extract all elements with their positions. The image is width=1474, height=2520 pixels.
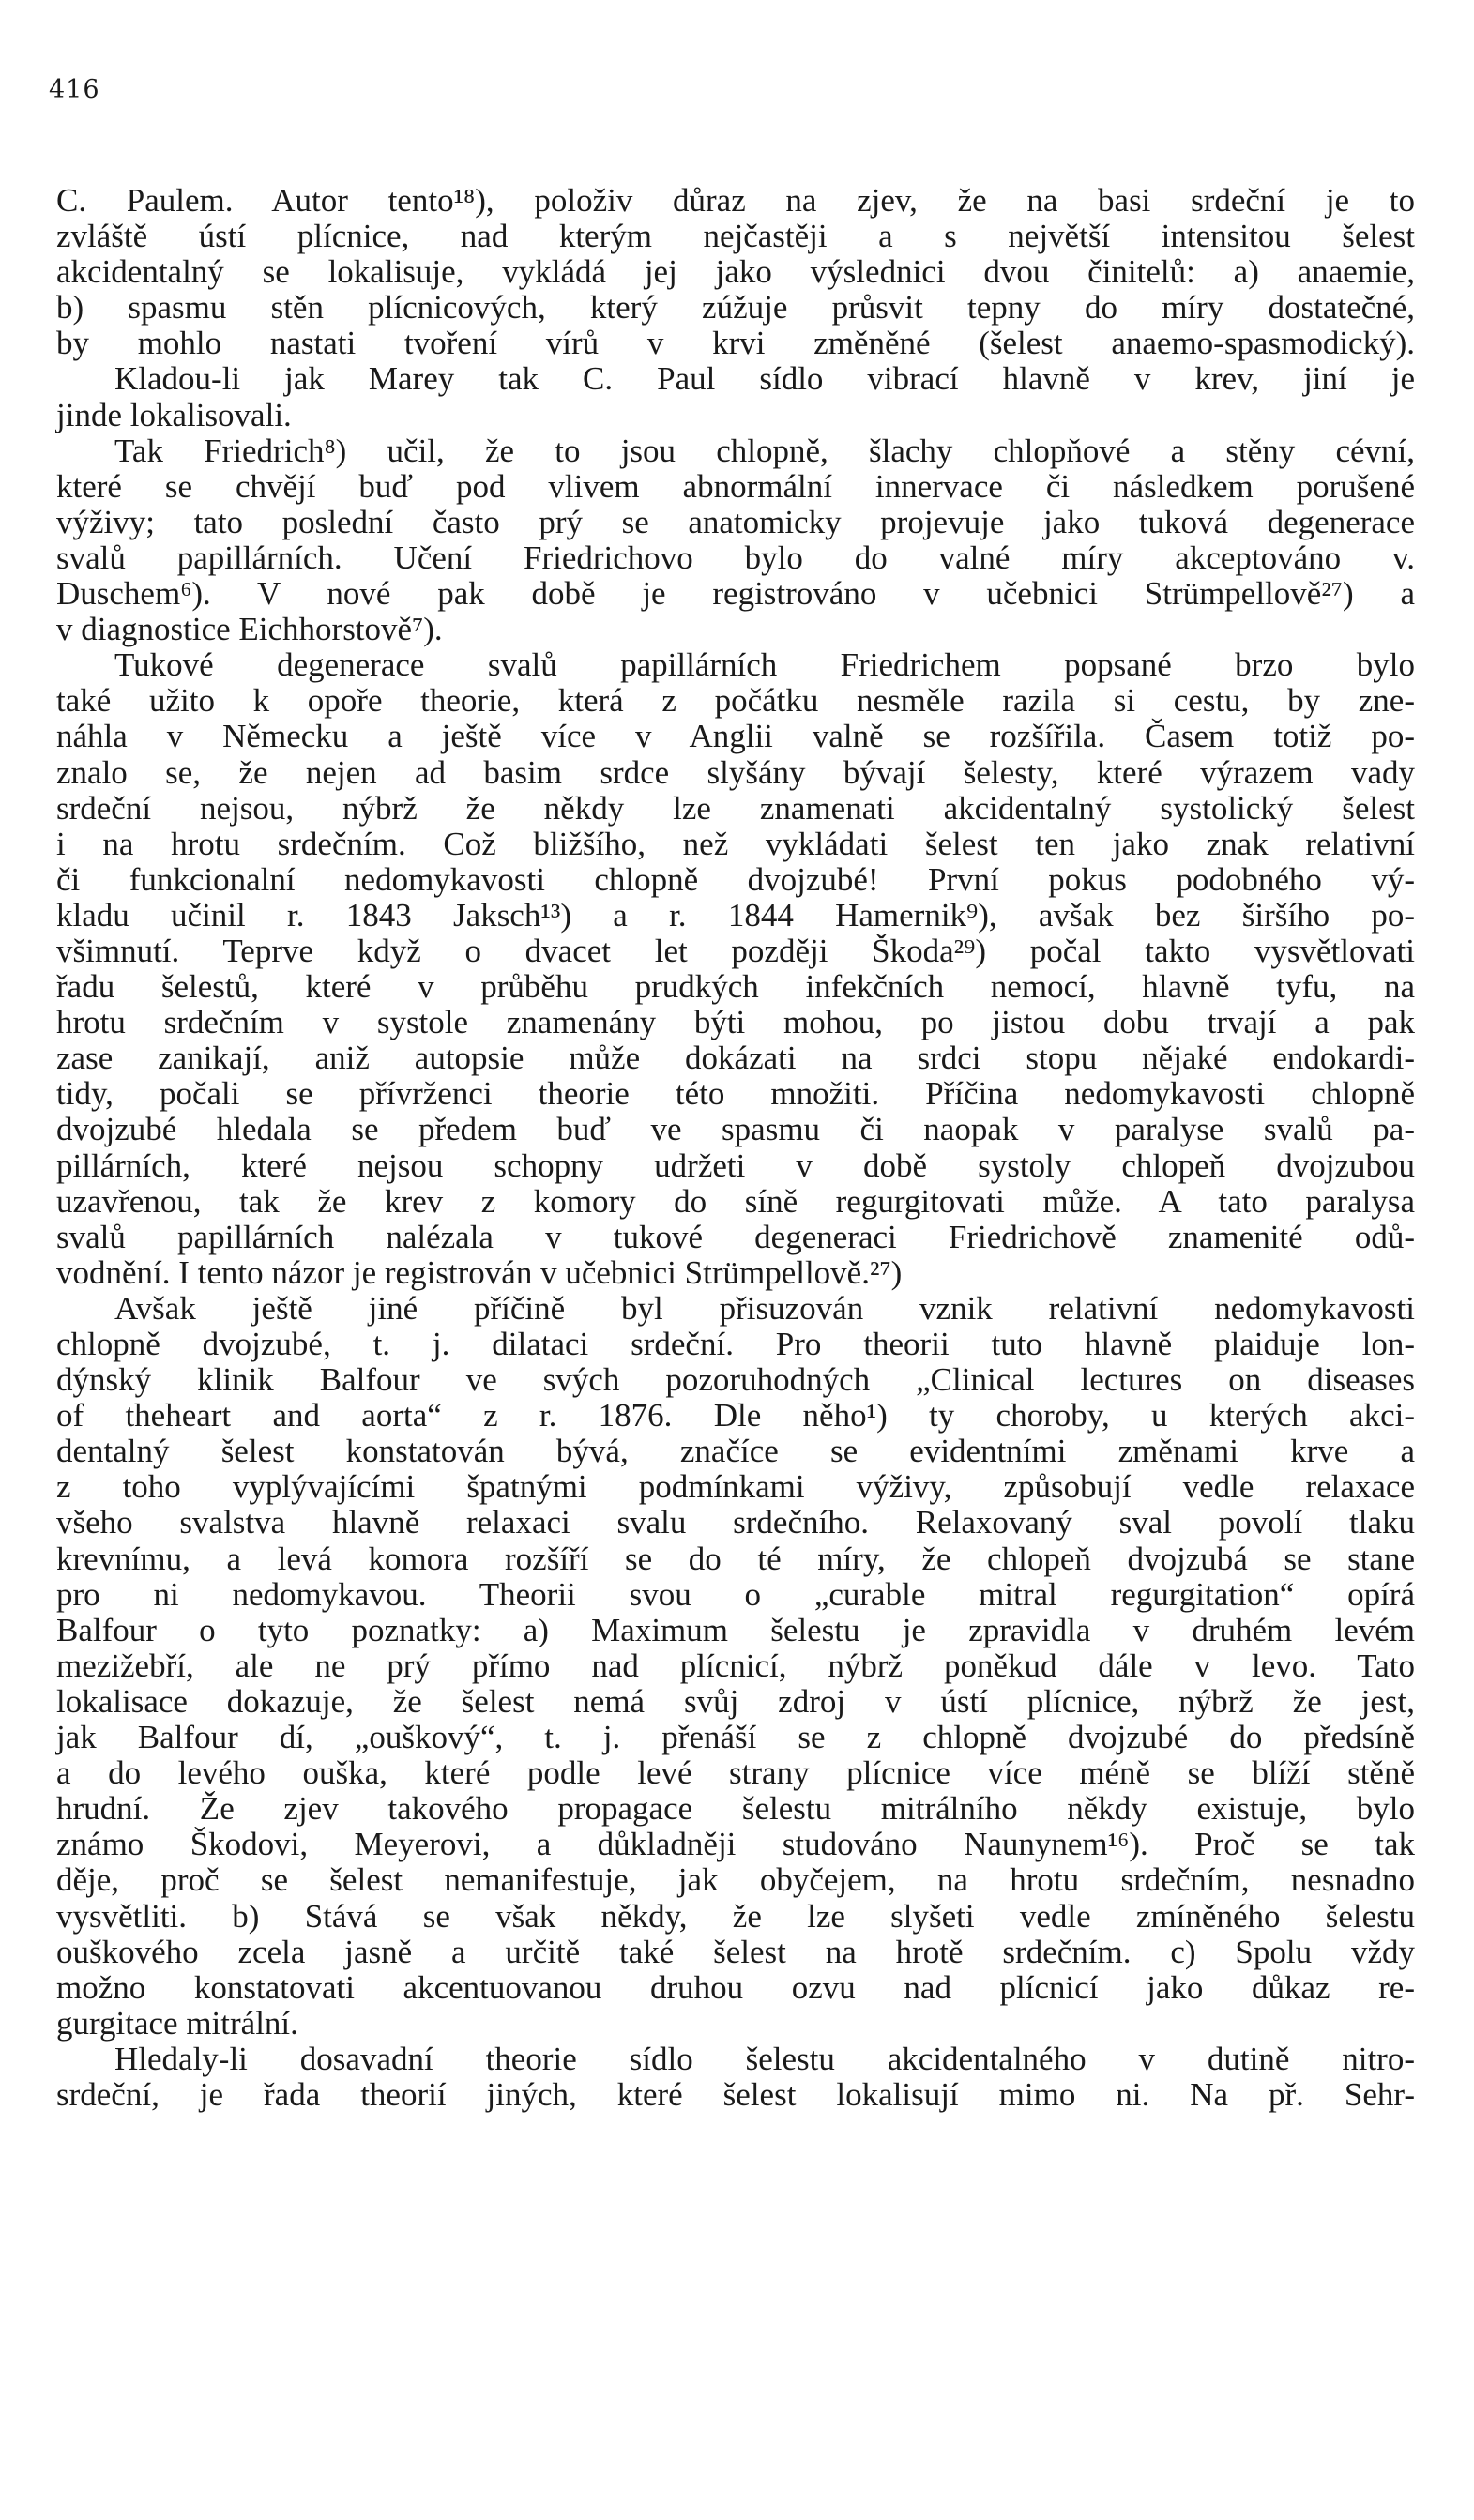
text-line: či funkcionalní nedomykavosti chlopně dvojzubé! První pokus podobného vý-	[56, 860, 1415, 898]
text-line: známo Škodovi, Meyerovi, a důkladněji studováno Naunynem¹⁶). Proč se tak	[56, 1826, 1415, 1863]
text-line: srdeční nejsou, nýbrž že někdy lze znamenati akcidentalný systolický šelest	[56, 789, 1415, 827]
text-line: Tukové degenerace svalů papillárních Friedrichem popsané brzo bylo	[114, 646, 1415, 684]
text-line: b) spasmu stěn plícnicových, který zúžuje průsvit tepny do míry dostatečné,	[56, 289, 1415, 326]
text-line: srdeční, je řada theorií jiných, které šelest lokalisují mimo ni. Na př. Sehr-	[56, 2075, 1415, 2113]
text-line: Balfour o tyto poznatky: a) Maximum šelestu je zpravidla v druhém levém	[56, 1611, 1415, 1648]
page-number: 416	[49, 75, 100, 104]
text-line: v diagnostice Eichhorstově⁷).	[56, 611, 443, 648]
text-line: tidy, počali se přívrženci theorie této množiti. Příčina nedomykavosti chlopně	[56, 1075, 1415, 1113]
text-line: svalů papillárních. Učení Friedrichovo bylo do valné míry akceptováno v.	[56, 539, 1415, 576]
text-line: zase zanikají, aniž autopsie může dokázati na srdci stopu nějaké endokardi-	[56, 1040, 1415, 1077]
text-line: Kladou-li jak Marey tak C. Paul sídlo vibrací hlavně v krev, jiní je	[114, 360, 1415, 398]
text-line: jak Balfour dí, „ouškový“, t. j. přenáší se z chlopně dvojzubé do předsíně	[56, 1719, 1415, 1756]
text-line: ouškového zcela jasně a určitě také šelest na hrotě srdečním. c) Spolu vždy	[56, 1933, 1415, 1970]
text-line: svalů papillárních nalézala v tukové degeneraci Friedrichově znamenité odů-	[56, 1218, 1415, 1255]
text-line: výživy; tato poslední často prý se anatomicky projevuje jako tuková degenerace	[56, 503, 1415, 540]
text-line: z toho vyplývajícími špatnými podmínkami výživy, způsobují vedle relaxace	[56, 1468, 1415, 1506]
text-line: pillárních, které nejsou schopny udržeti v době systoly chlopeň dvojzubou	[56, 1146, 1415, 1184]
text-line: zvláště ústí plícnice, nad kterým nejčastěji a s největší intensitou šelest	[56, 218, 1415, 255]
body-text	[56, 183, 1415, 2113]
text-line: všimnutí. Teprve když o dvacet let později Škoda²⁹) počal takto vysvětlovati	[56, 932, 1415, 969]
text-line: dýnský klinik Balfour ve svých pozoruhodných „Clinical lectures on diseases	[56, 1361, 1415, 1399]
text-line: a do levého ouška, které podle levé strany plícnice více méně se blíží stěně	[56, 1754, 1415, 1792]
text-line: Hledaly-li dosavadní theorie sídlo šelestu akcidentalného v dutině nitro-	[114, 2040, 1415, 2077]
text-line: chlopně dvojzubé, t. j. dilataci srdeční. Pro theorii tuto hlavně plaiduje lon-	[56, 1326, 1415, 1362]
text-line: možno konstatovati akcentuovanou druhou ozvu nad plícnicí jako důkaz re-	[56, 1968, 1415, 2006]
text-line: náhla v Německu a ještě více v Anglii valně se rozšířila. Časem totiž po-	[56, 718, 1415, 755]
text-line: řadu šelestů, které v průběhu prudkých infekčních nemocí, hlavně tyfu, na	[56, 968, 1415, 1006]
text-line: gurgitace mitrální.	[56, 2004, 298, 2042]
text-line: uzavřenou, tak že krev z komory do síně regurgitovati může. A tato paralysa	[56, 1182, 1415, 1220]
text-line: jinde lokalisovali.	[56, 396, 292, 433]
text-line: mezižebří, ale ne prý přímo nad plícnicí, nýbrž poněkud dále v levo. Tato	[56, 1647, 1415, 1684]
text-line: Duschem⁶). V nové pak době je registrováno v učebnici Strümpellově²⁷) a	[56, 575, 1415, 613]
text-line: děje, proč se šelest nemanifestuje, jak obyčejem, na hrotu srdečním, nesnadno	[56, 1861, 1415, 1899]
text-line: Avšak ještě jiné příčině byl přisuzován vznik relativní nedomykavosti	[114, 1289, 1415, 1327]
text-line: všeho svalstva hlavně relaxaci svalu srdečního. Relaxovaný sval povolí tlaku	[56, 1504, 1415, 1541]
text-line: vodnění. I tento názor je registrován v učebnici Strümpellově.²⁷)	[56, 1253, 903, 1291]
text-line: kladu učinil r. 1843 Jaksch¹³) a r. 1844 Hamernik⁹), avšak bez širšího po-	[56, 896, 1415, 934]
text-line: znalo se, že nejen ad basim srdce slyšány bývají šelesty, které výrazem vady	[56, 753, 1415, 791]
text-line: C. Paulem. Autor tento¹⁸), položiv důraz na zjev, že na basi srdeční je to	[56, 182, 1415, 219]
text-line: které se chvějí buď pod vlivem abnormální innervace či následkem porušené	[56, 467, 1415, 505]
text-line: lokalisace dokazuje, že šelest nemá svůj zdroj v ústí plícnice, nýbrž že jest,	[56, 1682, 1415, 1720]
text-line: by mohlo nastati tvoření vírů v krvi změněné (šelest anaemo-spasmodický).	[56, 325, 1415, 362]
text-line: Tak Friedrich⁸) učil, že to jsou chlopně, šlachy chlopňové a stěny cévní,	[114, 432, 1415, 469]
text-line: pro ni nedomykavou. Theorii svou o „curable mitral regurgitation“ opírá	[56, 1575, 1415, 1613]
text-line: hrudní. Že zjev takového propagace šelestu mitrálního někdy existuje, bylo	[56, 1790, 1415, 1828]
text-line: hrotu srdečním v systole znamenány býti mohou, po jistou dobu trvají a pak	[56, 1004, 1415, 1041]
text-line: of theheart and aorta“ z r. 1876. Dle něho¹) ty choroby, u kterých akci-	[56, 1397, 1415, 1435]
text-line: krevnímu, a levá komora rozšíří se do té míry, že chlopeň dvojzubá se stane	[56, 1540, 1415, 1577]
text-line: také užito k opoře theorie, která z počátku nesměle razila si cestu, by zne-	[56, 682, 1415, 720]
text-line: dvojzubé hledala se předem buď ve spasmu či naopak v paralyse svalů pa-	[56, 1111, 1415, 1148]
text-line: akcidentalný se lokalisuje, vykládá jej jako výslednici dvou činitelů: a) anaemie,	[56, 253, 1415, 291]
text-line: vysvětliti. b) Stává se však někdy, že lze slyšeti vedle zmíněného šelestu	[56, 1897, 1415, 1935]
text-line: dentalný šelest konstatován bývá, značíce se evidentními změnami krve a	[56, 1433, 1415, 1470]
text-line: i na hrotu srdečním. Což bližšího, než vykládati šelest ten jako znak relativní	[56, 825, 1415, 862]
